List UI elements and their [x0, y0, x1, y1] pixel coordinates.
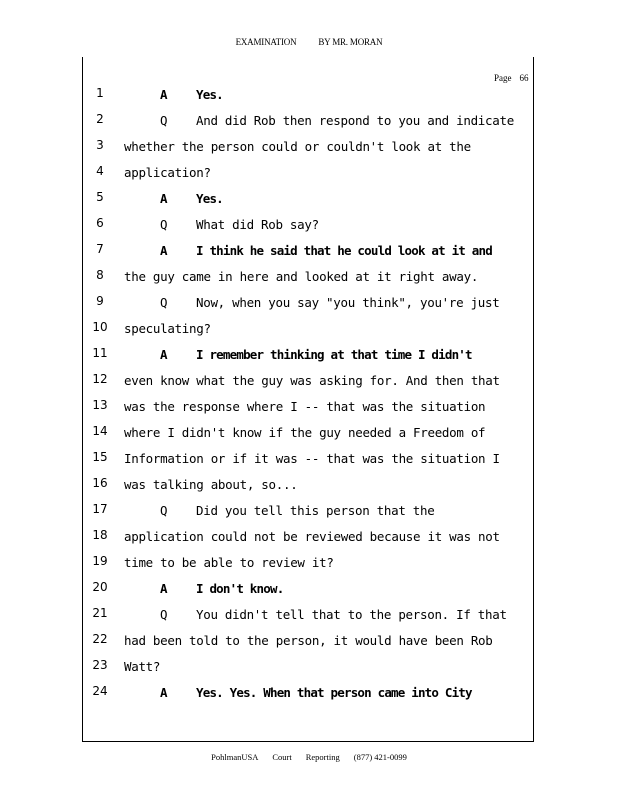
line-content: time to be able to review it? [124, 555, 334, 570]
line-text [160, 217, 528, 232]
line-number: 15 [92, 450, 108, 464]
line-content: Yes. Yes. When that person came into City [196, 685, 472, 700]
speaker-label: A [160, 87, 167, 102]
transcript-line [0, 424, 618, 450]
transcript-line [0, 216, 618, 242]
transcript-line [0, 86, 618, 112]
line-content: I think he said that he could look at it and [196, 243, 492, 258]
transcript-line [0, 580, 618, 606]
line-content: was talking about, so... [124, 477, 298, 492]
transcript-line [0, 372, 618, 398]
line-text [124, 529, 528, 544]
line-text [160, 191, 528, 206]
footer-service-court: Court [272, 752, 292, 762]
line-text [160, 295, 528, 310]
line-number: 3 [96, 138, 104, 152]
speaker-label: A [160, 191, 167, 206]
page-number-value: 66 [519, 73, 529, 83]
line-text [124, 399, 528, 414]
transcript-line [0, 658, 618, 684]
transcript-line [0, 138, 618, 164]
page-header [0, 37, 618, 47]
transcript-line [0, 606, 618, 632]
line-text [124, 659, 528, 674]
line-number: 9 [96, 294, 104, 308]
line-number: 12 [92, 372, 108, 386]
transcript-line [0, 632, 618, 658]
line-number: 20 [92, 580, 108, 594]
line-number: 7 [96, 242, 104, 256]
footer-company: PohlmanUSA [211, 752, 259, 762]
line-number: 2 [96, 112, 104, 126]
line-content: Did you tell this person that the [196, 503, 435, 518]
line-content: speculating? [124, 321, 211, 336]
line-number: 1 [96, 86, 104, 100]
line-content: even know what the guy was asking for. And then that [124, 373, 500, 388]
line-text [124, 165, 528, 180]
line-text [124, 633, 528, 648]
line-text [160, 87, 528, 102]
line-text [124, 477, 528, 492]
transcript-line [0, 242, 618, 268]
speaker-label: Q [160, 503, 168, 518]
line-content: I don't know. [196, 581, 284, 596]
line-number: 19 [92, 554, 108, 568]
line-text [160, 581, 528, 596]
speaker-label: Q [160, 113, 168, 128]
line-text [160, 607, 528, 622]
line-number: 17 [92, 502, 108, 516]
line-content: Now, when you say "you think", you're just [196, 295, 500, 310]
line-content: Yes. [196, 87, 223, 102]
footer-service-reporting: Reporting [305, 752, 340, 762]
speaker-label: Q [160, 607, 168, 622]
line-text [124, 373, 528, 388]
transcript-line [0, 320, 618, 346]
line-number: 4 [96, 164, 104, 178]
line-number: 10 [92, 320, 108, 334]
line-content: Information or if it was -- that was the situation I [124, 451, 500, 466]
transcript-line [0, 294, 618, 320]
line-content: What did Rob say? [196, 217, 319, 232]
speaker-label: Q [160, 217, 168, 232]
page-label: Page [494, 73, 512, 83]
line-text [160, 243, 528, 258]
speaker-label: A [160, 347, 167, 362]
line-number: 14 [92, 424, 108, 438]
transcript-line [0, 476, 618, 502]
page-footer [0, 752, 618, 762]
line-content: the guy came in here and looked at it right away. [124, 269, 479, 284]
speaker-label: Q [160, 295, 168, 310]
header-examiner: BY MR. MORAN [318, 37, 383, 47]
transcript-line [0, 190, 618, 216]
transcript-line [0, 268, 618, 294]
transcript-line [0, 112, 618, 138]
line-content: application? [124, 165, 211, 180]
line-text [124, 269, 528, 284]
line-text [124, 139, 528, 154]
line-text [160, 503, 528, 518]
line-content: Yes. [196, 191, 223, 206]
line-number: 24 [92, 684, 108, 698]
line-text [124, 451, 528, 466]
transcript-line [0, 684, 618, 710]
transcript-line [0, 554, 618, 580]
footer-phone: (877) 421-0099 [353, 752, 407, 762]
line-content: had been told to the person, it would have been Rob [124, 633, 493, 648]
page-number [494, 73, 529, 83]
line-number: 22 [92, 632, 108, 646]
transcript-line [0, 450, 618, 476]
line-content: I remember thinking at that time I didn't [196, 347, 472, 362]
line-content: Watt? [124, 659, 161, 674]
line-text [160, 113, 528, 128]
line-content: And did Rob then respond to you and indicate [196, 113, 514, 128]
line-content: You didn't tell that to the person. If that [196, 607, 507, 622]
line-text [124, 425, 528, 440]
line-number: 18 [92, 528, 108, 542]
line-number: 5 [96, 190, 104, 204]
speaker-label: A [160, 685, 167, 700]
line-number: 6 [96, 216, 104, 230]
line-content: where I didn't know if the guy needed a Freedom of [124, 425, 486, 440]
header-examination: EXAMINATION [235, 37, 297, 47]
line-number: 11 [92, 346, 108, 360]
line-number: 16 [92, 476, 108, 490]
transcript-line [0, 502, 618, 528]
line-text [124, 555, 528, 570]
line-content: application could not be reviewed because it was not [124, 529, 500, 544]
transcript-line [0, 346, 618, 372]
line-text [124, 321, 528, 336]
line-number: 8 [96, 268, 104, 282]
speaker-label: A [160, 581, 167, 596]
transcript-line [0, 398, 618, 424]
line-content: was the response where I -- that was the situation [124, 399, 486, 414]
line-content: whether the person could or couldn't look at the [124, 139, 471, 154]
line-text [160, 685, 528, 700]
line-number: 21 [92, 606, 108, 620]
line-number: 23 [92, 658, 108, 672]
line-number: 13 [92, 398, 108, 412]
transcript-line [0, 528, 618, 554]
speaker-label: A [160, 243, 167, 258]
line-text [160, 347, 528, 362]
transcript-line [0, 164, 618, 190]
